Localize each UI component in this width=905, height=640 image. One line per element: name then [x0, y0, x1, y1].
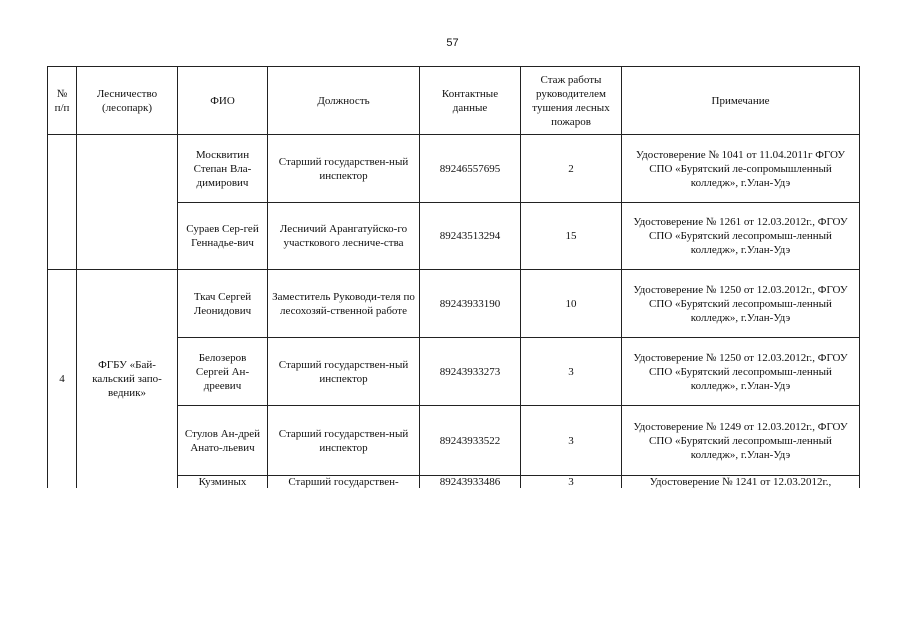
header-contact: Контактные данные: [420, 67, 521, 135]
position-cell: Старший государствен-: [268, 476, 420, 489]
header-note: Примечание: [622, 67, 860, 135]
header-experience: Стаж работы руководителем тушения лесных пожаров: [521, 67, 622, 135]
position-cell: Лесничий Арангатуйско-го участкового лесниче-ства: [268, 203, 420, 270]
forestry-cell-empty: [77, 135, 178, 270]
table-row: [48, 270, 860, 338]
contact-cell: 89243933522: [420, 406, 521, 476]
note-cell: Удостоверение № 1250 от 12.03.2012г., ФГОУ СПО «Бурятский лесопромыш-ленный колледж», г.Улан-Удэ: [622, 270, 860, 338]
name-cell: Стулов Ан-дрей Анато-льевич: [178, 406, 268, 476]
contact-cell: 89243933273: [420, 338, 521, 406]
name-cell: Кузминых: [178, 476, 268, 489]
page-number: 57: [446, 37, 459, 49]
position-cell: Заместитель Руководи-теля по лесохозяй-ственной работе: [268, 270, 420, 338]
contact-cell: 89243933486: [420, 476, 521, 489]
note-cell: Удостоверение № 1249 от 12.03.2012г., ФГОУ СПО «Бурятский лесопромыш-ленный колледж», г.Улан-Удэ: [622, 406, 860, 476]
experience-cell: 10: [521, 270, 622, 338]
table-header-row: [48, 67, 860, 135]
header-name: ФИО: [178, 67, 268, 135]
forestry-cell: ФГБУ «Бай-кальский запо-ведник»: [77, 270, 178, 489]
position-cell: Старший государствен-ный инспектор: [268, 135, 420, 203]
name-cell: Москвитин Степан Вла-димирович: [178, 135, 268, 203]
note-cell: Удостоверение № 1250 от 12.03.2012г., ФГОУ СПО «Бурятский лесопромыш-ленный колледж», г.Улан-Удэ: [622, 338, 860, 406]
header-forestry: Лесничество (лесопарк): [77, 67, 178, 135]
note-cell: Удостоверение № 1041 от 11.04.2011г ФГОУ СПО «Бурятский ле-сопромышленный колледж», г.Улан-Удэ: [622, 135, 860, 203]
name-cell: Белозеров Сергей Ан-дреевич: [178, 338, 268, 406]
forestry-staff-table: [47, 66, 860, 488]
contact-cell: 89243513294: [420, 203, 521, 270]
experience-cell: 3: [521, 338, 622, 406]
contact-cell: 89246557695: [420, 135, 521, 203]
experience-cell: 15: [521, 203, 622, 270]
header-number: № п/п: [48, 67, 77, 135]
experience-cell: 3: [521, 476, 622, 489]
note-cell: Удостоверение № 1261 от 12.03.2012г., ФГОУ СПО «Бурятский лесопромыш-ленный колледж», г.Улан-Удэ: [622, 203, 860, 270]
experience-cell: 2: [521, 135, 622, 203]
experience-cell: 3: [521, 406, 622, 476]
header-position: Должность: [268, 67, 420, 135]
position-cell: Старший государствен-ный инспектор: [268, 406, 420, 476]
position-cell: Старший государствен-ный инспектор: [268, 338, 420, 406]
note-cell: Удостоверение № 1241 от 12.03.2012г.,: [622, 476, 860, 489]
name-cell: Сураев Сер-гей Геннадье-вич: [178, 203, 268, 270]
number-cell: 4: [48, 270, 77, 489]
contact-cell: 89243933190: [420, 270, 521, 338]
name-cell: Ткач Сергей Леонидович: [178, 270, 268, 338]
table-row: [48, 135, 860, 203]
number-cell-empty: [48, 135, 77, 270]
